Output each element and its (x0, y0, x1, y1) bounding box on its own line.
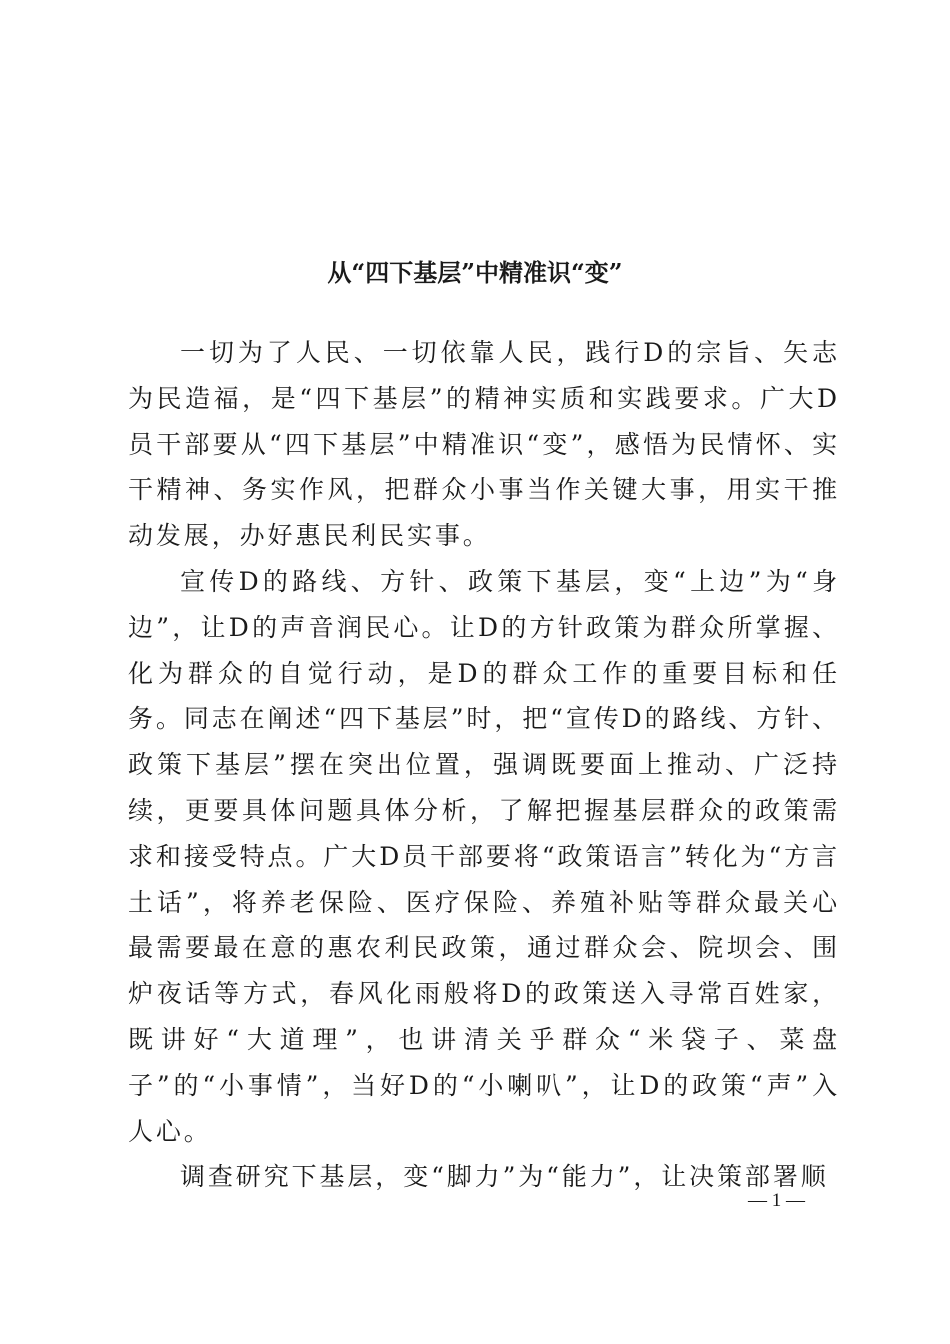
document-body (128, 330, 840, 1200)
paragraph-policy-publicity: 宣传D的路线、方针、政策下基层，变“上边”为“身边”，让D的声音润民心。让D的方针政策为群众所掌握、化为群众的自觉行动，是D的群众工作的重要目标和任务。同志在阐述“四下基层”时，把“宣传D的路线、方针、政策下基层”摆在突出位置，强调既要面上推动、广泛持续，更要具体问题具体分析，了解把握基层群众的政策需求和接受特点。广大D员干部要将“政策语言”转化为“方言土话”，将养老保险、医疗保险、养殖补贴等群众最关心最需要最在意的惠农利民政策，通过群众会、院坝会、围炉夜话等方式，春风化雨般将D的政策送入寻常百姓家，既讲好“大道理”，也讲清关乎群众“米袋子、菜盘子”的“小事情”，当好D的“小喇叭”，让D的政策“声”入人心。 (128, 566, 840, 1146)
document-title: 从“四下基层”中精准识“变” (327, 258, 623, 288)
paragraph-intro: 一切为了人民、一切依靠人民，践行D的宗旨、矢志为民造福，是“四下基层”的精神实质和实践要求。广大D员干部要从“四下基层”中精准识“变”，感悟为民情怀、实干精神、务实作风，把群众小事当作关键大事，用实干推动发展，办好惠民利民实事。 (128, 338, 840, 551)
page-number: — 1 — (748, 1190, 805, 1211)
paragraph-research: 调查研究下基层，变“脚力”为“能力”，让决策部署顺 (180, 1162, 829, 1192)
